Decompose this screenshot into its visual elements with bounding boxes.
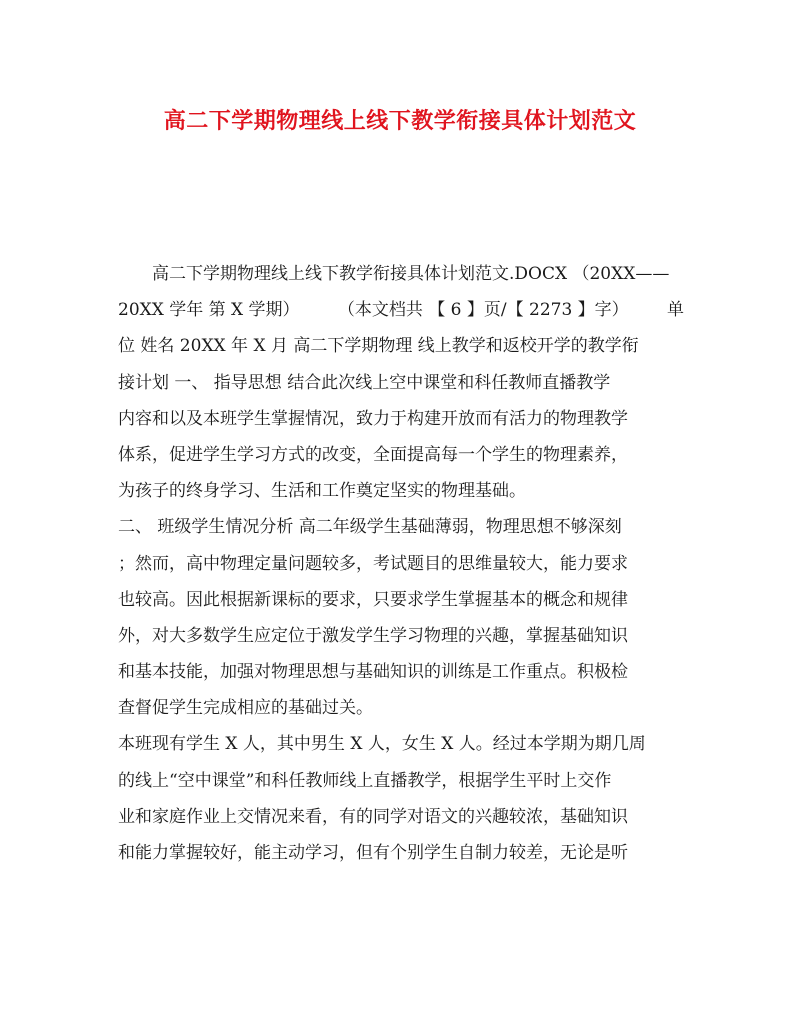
body-line: ；然而，高中物理定量问题较多，考试题目的思维量较大，能力要求 <box>118 553 628 574</box>
body-line: 位 姓名 20XX 年 X 月 高二下学期物理 线上教学和返校开学的教学衔 <box>118 336 639 357</box>
body-line-segment: （本文档共 【 6 】页/【 2273 】字） <box>337 300 629 321</box>
body-line: 本班现有学生 X 人，其中男生 X 人，女生 X 人。经过本学期为期几周 <box>118 734 646 755</box>
body-line: 为孩子的终身学习、生活和工作奠定坚实的物理基础。 <box>118 481 526 502</box>
body-line: 也较高。因此根据新课标的要求，只要求学生掌握基本的概念和规律 <box>118 589 628 610</box>
body-line: 二、 班级学生情况分析 高二年级学生基础薄弱，物理思想不够深刻 <box>118 517 622 538</box>
body-line: 的线上“空中课堂”和科任教师线上直播教学，根据学生平时上交作 <box>118 770 612 791</box>
body-line: 和能力掌握较好，能主动学习，但有个别学生自制力较差，无论是听 <box>118 843 628 863</box>
body-line-segment: 20XX 学年 第 X 学期） <box>118 300 300 321</box>
body-line: 查督促学生完成相应的基础过关。 <box>118 698 373 719</box>
document-body <box>118 256 684 871</box>
document-title: 高二下学期物理线上线下教学衔接具体计划范文 <box>163 109 637 134</box>
body-line: 和基本技能，加强对物理思想与基础知识的训练是工作重点。积极检 <box>118 662 628 683</box>
body-line-meta <box>118 292 684 328</box>
body-line-segment: 单 <box>666 300 684 321</box>
body-line: 外，对大多数学生应定位于激发学生学习物理的兴趣，掌握基础知识 <box>118 625 628 646</box>
body-line: 高二下学期物理线上线下教学衔接具体计划范文.DOCX （20XX—— <box>152 264 670 284</box>
body-line: 业和家庭作业上交情况来看，有的同学对语文的兴趣较浓，基础知识 <box>118 806 628 827</box>
body-line: 内容和以及本班学生掌握情况，致力于构建开放而有活力的物理教学 <box>118 408 628 429</box>
body-line: 接计划 一、 指导思想 结合此次线上空中课堂和科任教师直播教学 <box>118 372 611 393</box>
body-line: 体系，促进学生学习方式的改变，全面提高每一个学生的物理素养， <box>118 444 628 465</box>
